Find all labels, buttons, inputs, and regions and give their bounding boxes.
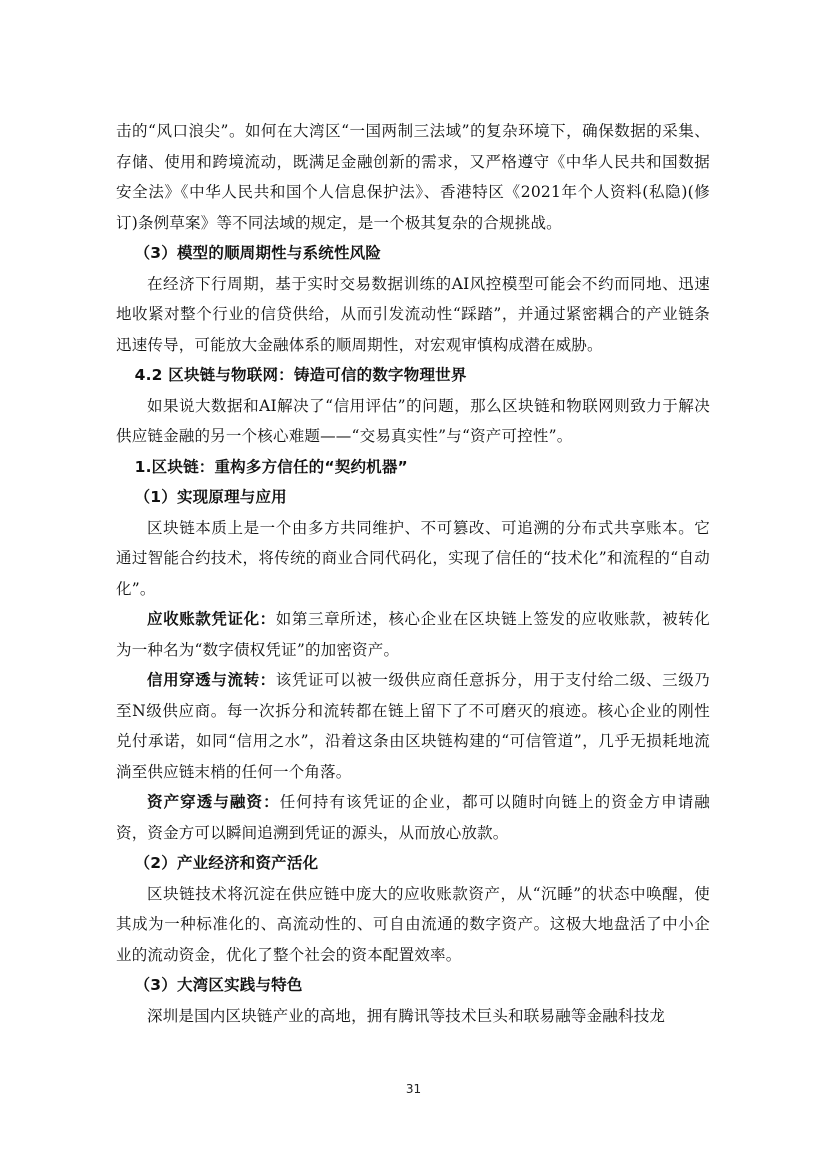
- lead-asset-penetration: 资产穿透与融资：: [147, 793, 280, 811]
- paragraph-procyclicality: 在经济下行周期，基于实时交易数据训练的AI风控模型可能会不约而同地、迅速地收紧对整个行业的信贷供给，从而引发流动性“踩踏”，并通过紧密耦合的产业链条迅速传导，可能放大金融体系的顺周期性，对宏观审慎构成潜在威胁。: [116, 274, 710, 354]
- paragraph-intro-blockchain-iot: 如果说大数据和AI解决了“信用评估”的问题，那么区块链和物联网则致力于解决供应链金融的另一个核心难题——“交易真实性”与“资产可控性”。: [116, 396, 710, 445]
- paragraph-credit-penetration: [116, 665, 710, 787]
- paragraph-continuation: 击的“风口浪尖”。如何在大湾区“一国两制三法域”的复杂环境下，确保数据的采集、存储、使用和跨境流动，既满足金融创新的需求，又严格遵守《中华人民共和国数据安全法》《中华人民共和国个人信息保护法》、香港特区《2021年个人资料(私隐)(修订)条例草案》等不同法域的规定，是一个极其复杂的合规挑战。: [116, 122, 710, 232]
- heading-blockchain: 1.区块链：重构多方信任的“契约机器”: [134, 457, 408, 476]
- lead-credit-penetration: 信用穿透与流转：: [147, 671, 276, 689]
- paragraph-blockchain-essence: 区块链本质上是一个由多方共同维护、不可篡改、可追溯的分布式共享账本。它通过智能合约技术，将传统的商业合同代码化，实现了信任的“技术化”和流程的“自动化”。: [116, 518, 710, 598]
- subheading-model-procyclicality: （3）模型的顺周期性与系统性风险: [134, 244, 382, 262]
- paragraph-asset-activation: 区块链技术将沉淀在供应链中庞大的应收账款资产，从“沉睡”的状态中唤醒，使其成为一种标准化的、高流动性的、可自由流通的数字资产。这极大地盘活了中小企业的流动资金，优化了整个社会的资本配置效率。: [116, 884, 710, 964]
- page-number: 31: [405, 1082, 422, 1096]
- subheading-gba-practice: （3）大湾区实践与特色: [134, 976, 303, 994]
- lead-receivable-tokenization: 应收账款凭证化：: [147, 610, 276, 628]
- text-receivable-tokenization: 如第三章所述，核心企业在区块链上签发的应收账款，被转化为一种名为“数字债权凭证”的加密资产。: [116, 610, 710, 659]
- paragraph-receivable-tokenization: [116, 604, 710, 665]
- paragraph-shenzhen: 深圳是国内区块链产业的高地，拥有腾讯等技术巨头和联易融等金融科技龙: [147, 1006, 666, 1025]
- section-heading-4-2: 4.2 区块链与物联网：铸造可信的数字物理世界: [134, 366, 467, 384]
- subheading-industrial-economy: （2）产业经济和资产活化: [134, 854, 319, 872]
- text-credit-penetration: 该凭证可以被一级供应商任意拆分，用于支付给二级、三级乃至N级供应商。每一次拆分和流转都在链上留下了不可磨灭的痕迹。核心企业的刚性兑付承诺，如同“信用之水”，沿着这条由区块链构建的“可信管道”，几乎无损耗地流淌至供应链末梢的任何一个角落。: [116, 671, 710, 781]
- text-asset-penetration: 任何持有该凭证的企业，都可以随时向链上的资金方申请融资，资金方可以瞬间追溯到凭证的源头，从而放心放款。: [116, 793, 711, 842]
- paragraph-asset-penetration: [116, 787, 710, 848]
- document-body: [116, 116, 710, 1031]
- subheading-principle-application: （1）实现原理与应用: [134, 488, 287, 506]
